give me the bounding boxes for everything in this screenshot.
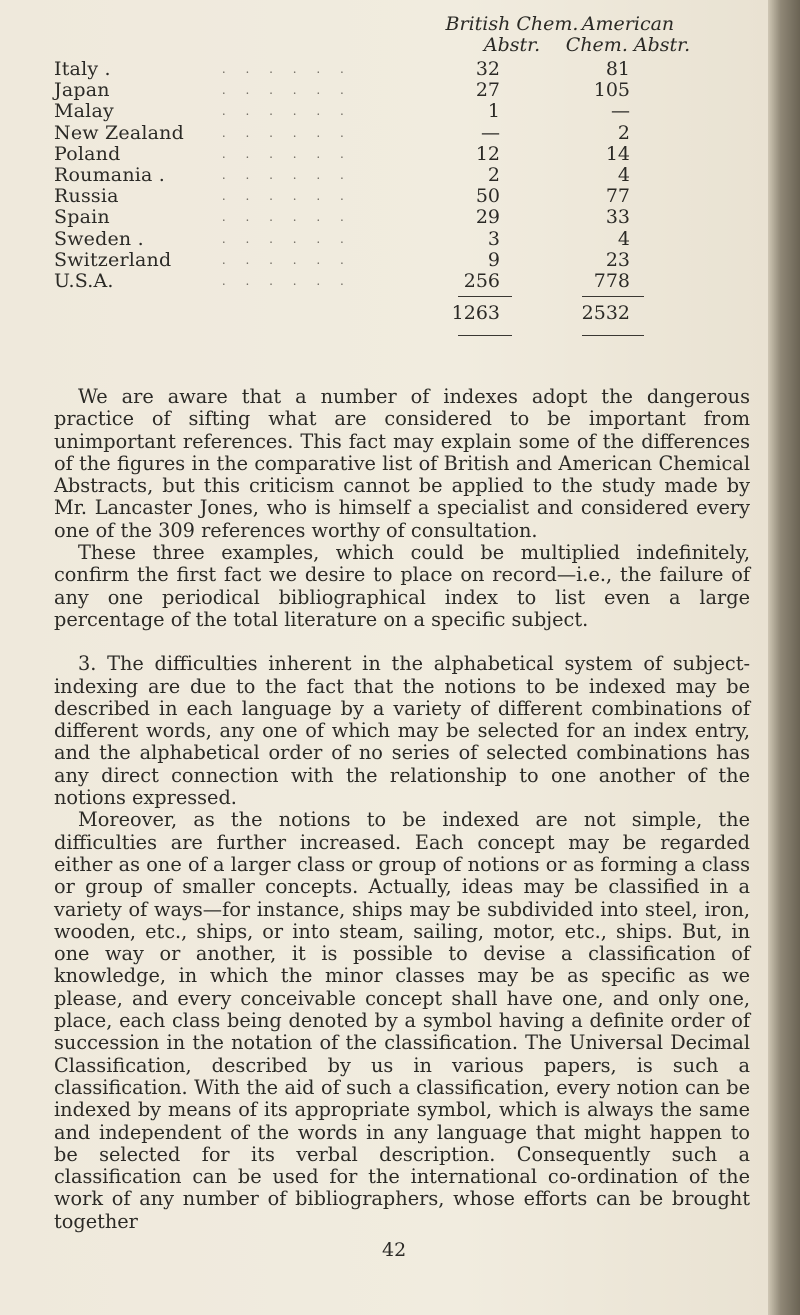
table-row xyxy=(0,59,800,80)
leader-dots: . . . . . . xyxy=(210,146,352,161)
subtotal-rule-british xyxy=(458,296,512,297)
table-row xyxy=(0,165,800,186)
american-count: 77 xyxy=(605,185,630,208)
paragraph-examples: These three examples, which could be multiplied indefinitely, confirm the first fact we desire to place on record—i.e., the failure of any one periodical bibliographical index to list even a large percentage of the total literature on a specific subject. xyxy=(54,541,750,631)
country-name: Italy . xyxy=(54,58,111,80)
american-count: 778 xyxy=(593,270,630,292)
table-row xyxy=(0,80,800,101)
country-name: U.S.A. xyxy=(54,270,114,292)
american-count: 105 xyxy=(593,79,630,102)
american-count: 14 xyxy=(605,142,630,165)
leader-dots: . . . . . . xyxy=(210,125,352,140)
leader-dots: . . . . . . xyxy=(210,231,352,246)
table-row xyxy=(0,250,800,271)
american-count: 81 xyxy=(605,58,630,80)
column-headings xyxy=(0,14,800,62)
paragraph-classification: Moreover, as the notions to be indexed are not simple, the difficulties are further increased. Each concept may be regarded either as one of a larger class or group of notions or as forming a class or group of smaller concepts. Actually, ideas may be classified in a variety of ways—for instance, ships may be subdivided into steel, iron, wooden, etc., ships, or into steam, sailing, motor, etc., ships. But, in one way or another, it is possible to devise a classification of knowledge, in which the minor classes may be as specific as we please, and every conceivable concept shall have one, and only one, place, each class being denoted by a symbol having a definite order of succession in the notation of the classification. The Universal Decimal Classification, described by us in various papers, is such a classification. With the aid of such a classification, every notion can be indexed by means of its appropriate symbol, which is always the same and independent of the words in any language that might happen to be selected for its verbal description. Consequently such a classification can be used for the international co-ordination of the work of any number of bibliographers, whose efforts can be brought together xyxy=(54,808,750,1233)
page-number: 42 xyxy=(382,1239,407,1261)
table-row xyxy=(0,101,800,122)
british-count: 256 xyxy=(463,270,500,292)
total-rule-british xyxy=(458,335,512,336)
country-name: Switzerland xyxy=(54,248,172,271)
british-heading: British Chem. Abstr. xyxy=(445,13,579,56)
british-count: 27 xyxy=(475,79,500,102)
table-row xyxy=(0,144,800,165)
american-heading: American Chem. Abstr. xyxy=(565,13,691,56)
subtotal-rule-american xyxy=(582,296,644,297)
british-count: 3 xyxy=(487,227,500,250)
american-count: — xyxy=(611,100,630,123)
country-name: New Zealand xyxy=(54,121,184,144)
leader-dots: . . . . . . xyxy=(210,168,352,182)
british-count: 12 xyxy=(475,142,500,165)
american-count: 2 xyxy=(617,121,630,144)
british-count: 50 xyxy=(475,185,500,208)
leader-dots: . . . . . . xyxy=(210,83,352,98)
leader-dots: . . . . . . xyxy=(210,274,352,288)
american-count: 33 xyxy=(605,206,630,229)
table-row xyxy=(0,123,800,144)
paragraph-difficulties: 3. The difficulties inherent in the alphabetical system of subject-indexing are due to the fact that the notions to be indexed may be described in each language by a variety of different combinations of different words, any one of which may be selected for an index entry, and the alphabetical order of no series of selected combinations has any direct connection with the relationship to one another of the notions expressed. xyxy=(54,652,750,810)
british-count: 2 xyxy=(487,164,500,186)
country-name: Japan xyxy=(54,79,110,102)
british-count: 29 xyxy=(475,206,500,229)
british-count: 32 xyxy=(475,58,500,80)
total-rule-american xyxy=(582,335,644,336)
country-name: Sweden . xyxy=(54,227,144,250)
british-count: 9 xyxy=(487,248,500,271)
paragraph-sifting: We are aware that a number of indexes adopt the dangerous practice of sifting what are considered to be important from unimportant references. This fact may explain some of the differences of the figures in the comparative list of British and American Chemical Abstracts, but this criticism cannot be applied to the study made by Mr. Lancaster Jones, who is himself a specialist and considered every one of the 309 references worthy of consultation. xyxy=(54,385,750,542)
british-count: 1 xyxy=(487,100,500,123)
total-british: 1263 xyxy=(451,302,500,324)
body-text xyxy=(54,386,750,1233)
leader-dots: . . . . . . xyxy=(210,62,352,76)
country-name: Malay xyxy=(54,100,114,123)
country-name: Russia xyxy=(54,185,119,208)
american-count: 4 xyxy=(617,227,630,250)
table-row xyxy=(0,186,800,207)
leader-dots: . . . . . . xyxy=(210,189,352,204)
table-row xyxy=(0,207,800,228)
leader-dots: . . . . . . xyxy=(210,210,352,225)
american-count: 23 xyxy=(605,248,630,271)
leader-dots: . . . . . . xyxy=(210,252,352,267)
british-count: — xyxy=(481,121,500,144)
country-name: Roumania . xyxy=(54,164,166,186)
american-count: 4 xyxy=(617,164,630,186)
total-american: 2532 xyxy=(581,302,630,324)
table-row xyxy=(0,271,800,292)
table-row xyxy=(0,229,800,250)
country-name: Spain xyxy=(54,206,110,229)
country-name: Poland xyxy=(54,142,121,165)
leader-dots: . . . . . . xyxy=(210,104,352,119)
